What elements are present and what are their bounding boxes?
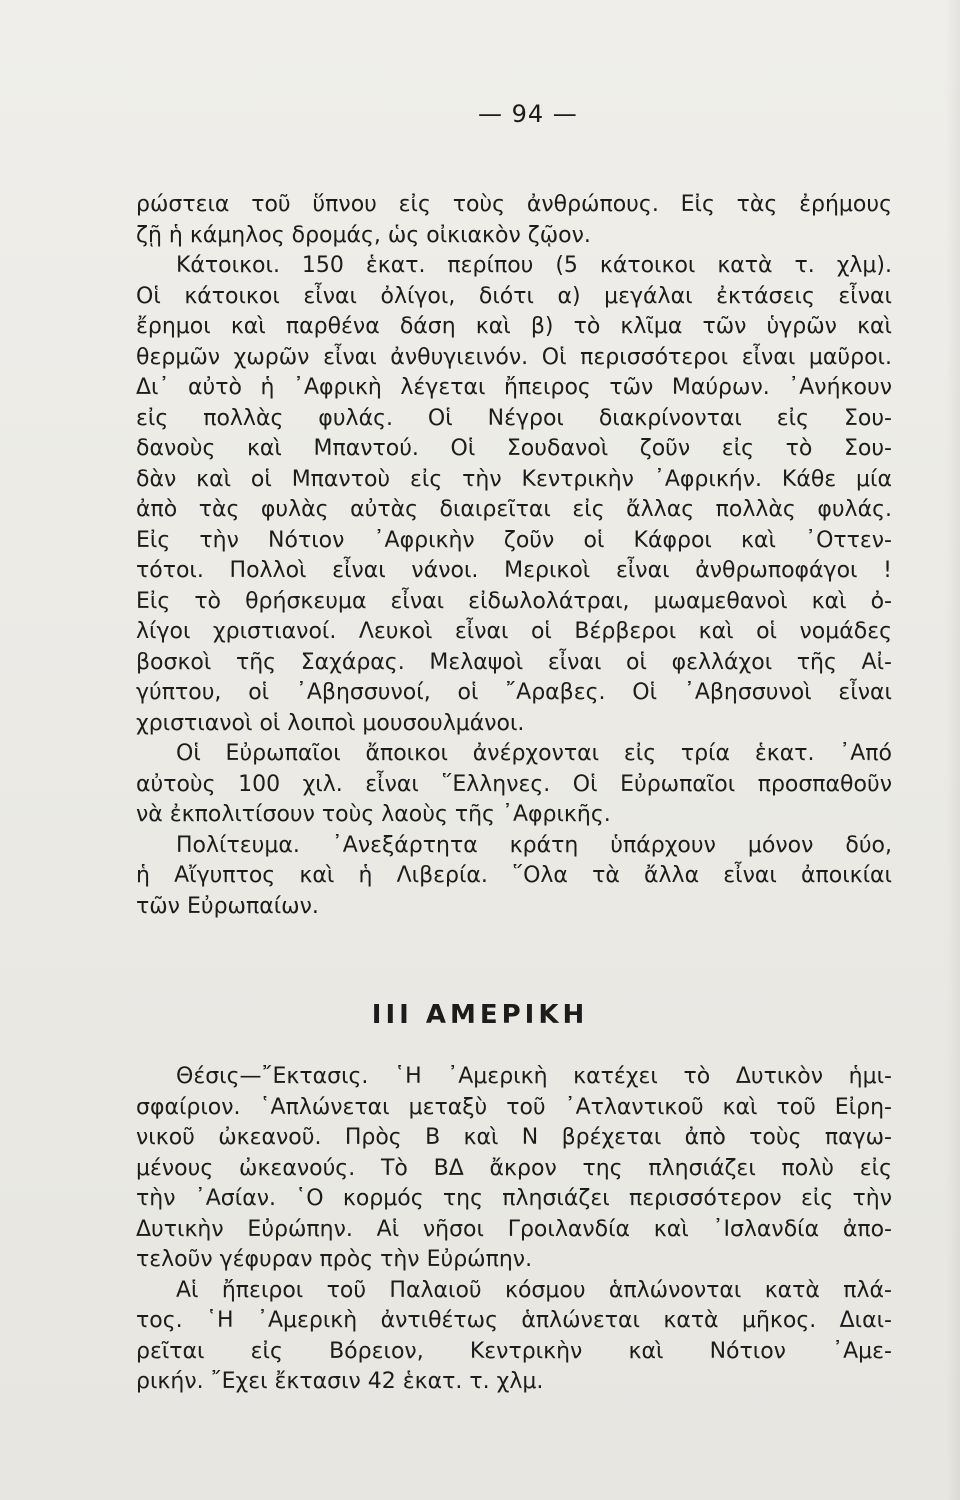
text-line: νὰ ἐκπολιτίσουν τοὺς λαοὺς τῆς ᾿Αφρικῆς.	[136, 802, 611, 827]
text-line: Δι᾿ αὐτὸ ἡ ᾿Αφρικὴ λέγεται ἤπειρος τῶν Μαύρων. ᾿Ανήκουν	[136, 375, 892, 400]
text-line: θερμῶν χωρῶν εἶναι ἀνθυγιεινόν. Οἱ περισσότεροι εἶναι μαῦροι.	[136, 344, 892, 370]
text-line: Δυτικὴν Εὐρώπην. Αἱ νῆσοι Γροιλανδία καὶ ᾿Ισλανδία ἀπο-	[136, 1216, 892, 1242]
text-line: ρικήν. ῎Εχει ἔκτασιν 42 ἑκατ. τ. χλμ.	[136, 1369, 544, 1394]
text-line: χριστιανοὶ οἱ λοιποὶ μουσουλμάνοι.	[136, 710, 525, 736]
text-line: ἀπὸ τὰς φυλὰς αὐτὰς διαιρεῖται εἰς ἄλλας πολλὰς φυλάς.	[136, 497, 892, 522]
text-line: τότοι. Πολλοὶ εἶναι νάνοι. Μερικοὶ εἶναι ἀνθρωποφάγοι !	[136, 558, 892, 583]
text-line: νικοῦ ὠκεανοῦ. Πρὸς Β καὶ Ν βρέχεται ἀπὸ τοὺς παγω-	[136, 1125, 892, 1150]
text-line: ρώστεια τοῦ ὕπνου εἰς τοὺς ἀνθρώπους. Εἰς τὰς ἐρήμους	[136, 192, 892, 217]
text-line: Κάτοικοι. 150 ἑκατ. περίπου (5 κάτοικοι κατὰ τ. χλμ).	[176, 253, 892, 278]
text-line: Εἰς τὸ θρήσκευμα εἶναι εἰδωλολάτραι, μωαμεθανοὶ καὶ ὀ-	[136, 588, 892, 614]
text-line: Οἱ Εὐρωπαῖοι ἄποικοι ἀνέρχονται εἰς τρία ἑκατ. ᾿Από	[176, 741, 892, 766]
text-line: ἔρημοι καὶ παρθένα δάση καὶ β) τὸ κλῖμα τῶν ὑγρῶν καὶ	[136, 314, 892, 339]
text-line: τος. ῾Η ᾿Αμερικὴ ἀντιθέτως ἁπλώνεται κατὰ μῆκος. Διαι-	[136, 1308, 892, 1333]
text-line: γύπτου, οἱ ᾿Αβησσυνοί, οἱ ῎Αραβες. Οἱ ᾿Αβησσυνοὶ εἶναι	[136, 680, 892, 705]
text-line: λίγοι χριστιανοί. Λευκοὶ εἶναι οἱ Βέρβεροι καὶ οἱ νομάδες	[136, 619, 892, 644]
text-line: Οἱ κάτοικοι εἶναι ὀλίγοι, διότι α) μεγάλαι ἐκτάσεις εἶναι	[136, 283, 892, 309]
text-line: ρεῖται εἰς Βόρειον, Κεντρικὴν καὶ Νότιον ᾿Αμε-	[136, 1338, 892, 1364]
text-line: τὴν ᾿Ασίαν. ῾Ο κορμός της πλησιάζει περισσότερον εἰς τὴν	[136, 1186, 892, 1211]
text-line: τῶν Εὐρωπαίων.	[136, 893, 319, 919]
page-number: — 94 —	[478, 100, 578, 128]
page-edge-shadow	[946, 0, 960, 1500]
section-title: III ΑΜΕΡΙΚΗ	[371, 1000, 589, 1030]
text-line: βοσκοὶ τῆς Σαχάρας. Μελαψοὶ εἶναι οἱ φελλάχοι τῆς Αἰ-	[136, 649, 892, 675]
text-line: δανοὺς καὶ Μπαντού. Οἱ Σουδανοὶ ζοῦν εἰς τὸ Σου-	[136, 436, 892, 461]
text-line: ζῇ ἡ κάμηλος δρομάς, ὡς οἰκιακὸν ζῷον.	[136, 222, 591, 248]
text-line: σφαίριον. ῾Απλώνεται μεταξὺ τοῦ ᾿Ατλαντικοῦ καὶ τοῦ Εἰρη-	[136, 1094, 892, 1120]
body-text-africa	[136, 190, 892, 922]
text-line: τελοῦν γέφυραν πρὸς τὴν Εὐρώπην.	[136, 1247, 533, 1272]
text-line: αὐτοὺς 100 χιλ. εἶναι ῞Ελληνες. Οἱ Εὐρωπαῖοι προσπαθοῦν	[136, 771, 892, 797]
body-text-america	[136, 1062, 892, 1398]
text-line: Εἰς τὴν Νότιον ᾿Αφρικὴν ζοῦν οἱ Κάφροι καὶ ᾿Οττεν-	[136, 527, 892, 553]
text-line: Αἱ ἤπειροι τοῦ Παλαιοῦ κόσμου ἁπλώνονται κατὰ πλά-	[176, 1277, 892, 1303]
text-line: εἰς πολλὰς φυλάς. Οἱ Νέγροι διακρίνονται εἰς Σου-	[136, 405, 892, 431]
text-line: δὰν καὶ οἱ Μπαντοὺ εἰς τὴν Κεντρικὴν ᾿Αφρικήν. Κάθε μία	[136, 466, 892, 492]
text-line: Πολίτευμα. ᾿Ανεξάρτητα κράτη ὑπάρχουν μόνον δύο,	[176, 832, 892, 858]
text-line: Θέσις—῎Εκτασις. ῾Η ᾿Αμερικὴ κατέχει τὸ Δυτικὸν ἡμι-	[176, 1064, 892, 1089]
text-line: μένους ὠκεανούς. Τὸ ΒΔ ἄκρον της πλησιάζει πολὺ εἰς	[136, 1155, 892, 1181]
text-line: ἡ Αἴγυπτος καὶ ἡ Λιβερία. ῞Ολα τὰ ἄλλα εἶναι ἀποικίαι	[136, 863, 892, 888]
